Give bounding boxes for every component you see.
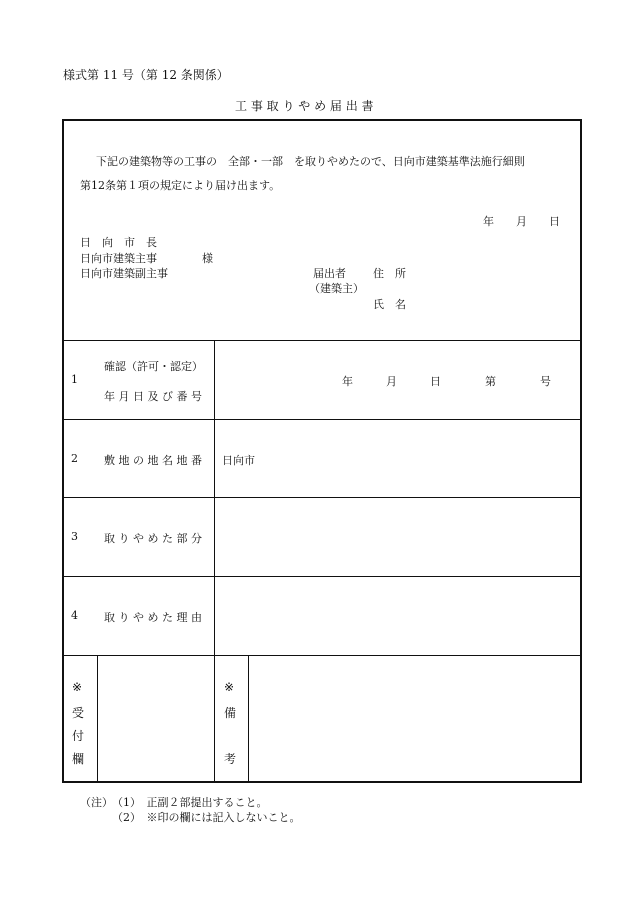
row-3-number: 3 — [71, 530, 78, 543]
applicant-role: （建築主） — [309, 282, 364, 295]
addressee-vice: 日向市建築副主事 — [80, 267, 168, 280]
addressee-sama: 様 — [202, 252, 213, 265]
column-divider — [248, 655, 249, 783]
remarks-char: 考 — [224, 752, 237, 766]
reception-mark: ※ — [72, 680, 83, 694]
remarks-mark: ※ — [224, 680, 235, 694]
row-divider — [62, 497, 582, 498]
note-1: （1） 正副２部提出すること。 — [112, 796, 268, 809]
reception-char: 受 — [72, 706, 85, 720]
intro-line1: 下記の建築物等の工事の 全部・一部 を取りやめたので、日向市建築基準法施行細則 — [96, 155, 525, 168]
row-1-label-line1: 確認（許可・認定） — [104, 360, 203, 373]
row-divider — [62, 340, 582, 341]
reception-char: 付 — [72, 729, 85, 743]
row-2-value[interactable]: 日向市 — [222, 454, 255, 467]
addressee-chief: 日向市建築主事 — [80, 252, 157, 265]
address-label: 住 所 — [373, 267, 406, 280]
intro-line2: 第12条第１項の規定により届け出ます。 — [80, 179, 281, 192]
column-divider — [97, 655, 98, 783]
remarks-field[interactable] — [250, 657, 580, 781]
row-1-value[interactable]: 年 月 日 第 号 — [342, 375, 551, 388]
row-divider — [62, 576, 582, 577]
submission-date[interactable]: 年 月 日 — [483, 215, 560, 228]
row-2-label: 敷 地 の 地 名 地 番 — [104, 454, 202, 467]
form-title: 工 事 取 り や め 届 出 書 — [235, 99, 374, 113]
row-1-number: 1 — [71, 373, 78, 386]
applicant-label: 届出者 — [313, 267, 346, 280]
row-4-number: 4 — [71, 609, 78, 622]
row-4-label: 取 り や め た 理 由 — [104, 611, 202, 624]
row-divider — [62, 419, 582, 420]
row-1-label-line2: 年 月 日 及 び 番 号 — [104, 390, 202, 403]
name-label: 氏 名 — [373, 298, 406, 311]
form-number: 様式第 11 号（第 12 条関係） — [63, 68, 229, 82]
addressee-mayor: 日 向 市 長 — [80, 236, 157, 249]
notes-prefix: （注） — [80, 796, 113, 809]
remarks-char: 備 — [224, 706, 237, 720]
reception-field[interactable] — [99, 657, 213, 781]
column-divider — [214, 340, 215, 783]
row-3-label: 取 り や め た 部 分 — [104, 532, 202, 545]
note-2: （2） ※印の欄には記入しないこと。 — [112, 811, 301, 824]
row-2-number: 2 — [71, 452, 78, 465]
reception-char: 欄 — [72, 752, 85, 766]
row-divider — [62, 655, 582, 656]
